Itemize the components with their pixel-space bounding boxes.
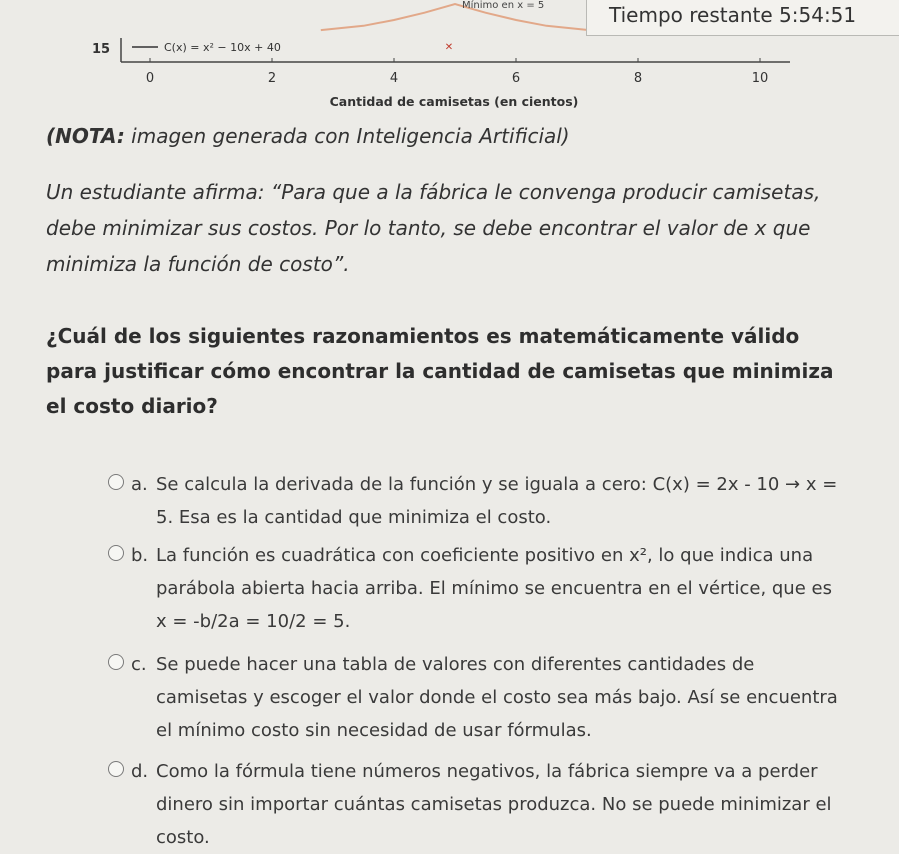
note-label: (NOTA: bbox=[46, 124, 125, 148]
option-d-text: Como la fórmula tiene números negativos, la fábrica siempre va a perder dinero sin importar cuántas camisetas produzca. No se puede minimizar el costo. bbox=[156, 761, 832, 848]
parabola-curve bbox=[321, 4, 589, 30]
legend-label: C(x) = x² − 10x + 40 bbox=[164, 41, 281, 54]
option-a-text: Se calcula la derivada de la función y se iguala a cero: C(x) = 2x - 10 → x = 5. Esa es la cantidad que minimiza el costo. bbox=[156, 474, 838, 528]
option-a-letter: a. bbox=[131, 474, 148, 495]
ai-note bbox=[46, 124, 570, 148]
x-tick-label: 8 bbox=[633, 71, 643, 86]
option-c-text: Se puede hacer una tabla de valores con diferentes cantidades de camisetas y escoger el valor donde el costo sea más bajo. Así se encuentra el mínimo costo sin necesidad de usar fórmulas. bbox=[156, 654, 838, 741]
option-c-letter: c. bbox=[131, 654, 147, 675]
x-axis-label: Cantidad de camisetas (en cientos) bbox=[329, 94, 579, 109]
note-text: imagen generada con Inteligencia Artificial) bbox=[124, 124, 570, 148]
option-c-radio[interactable] bbox=[108, 654, 124, 670]
option-a-radio[interactable] bbox=[108, 474, 124, 490]
y-tick-label: 15 bbox=[92, 42, 111, 57]
x-tick-label: 0 bbox=[145, 71, 155, 86]
timer-value: 5:54:51 bbox=[779, 3, 857, 27]
option-b-radio[interactable] bbox=[108, 545, 124, 561]
option-d-radio[interactable] bbox=[108, 761, 124, 777]
x-tick-label: 10 bbox=[751, 71, 769, 86]
x-tick-label: 2 bbox=[267, 71, 277, 86]
question-text: ¿Cuál de los siguientes razonamientos es matemáticamente válido para justificar cómo encontrar la cantidad de camisetas que minimiza el costo diario? bbox=[46, 324, 834, 418]
timer-label: Tiempo restante bbox=[609, 3, 773, 27]
x-tick-label: 4 bbox=[389, 71, 399, 86]
min-point-marker: ✕ bbox=[444, 42, 454, 53]
student-statement: Un estudiante afirma: “Para que a la fábrica le convenga producir camisetas, debe minimizar sus costos. Por lo tanto, se debe encontrar el valor de x que minimiza la función de costo”. bbox=[46, 180, 821, 276]
option-d-letter: d. bbox=[131, 761, 149, 782]
option-b-letter: b. bbox=[131, 545, 149, 566]
min-annotation: Mínimo en x = 5 bbox=[462, 0, 545, 11]
option-b-text: La función es cuadrática con coeficiente positivo en x², lo que indica una parábola abierta hacia arriba. El mínimo se encuentra en el vértice, que es x = -b/2a = 10/2 = 5. bbox=[156, 545, 832, 632]
x-tick-label: 6 bbox=[511, 71, 521, 86]
time-remaining bbox=[586, 0, 899, 36]
